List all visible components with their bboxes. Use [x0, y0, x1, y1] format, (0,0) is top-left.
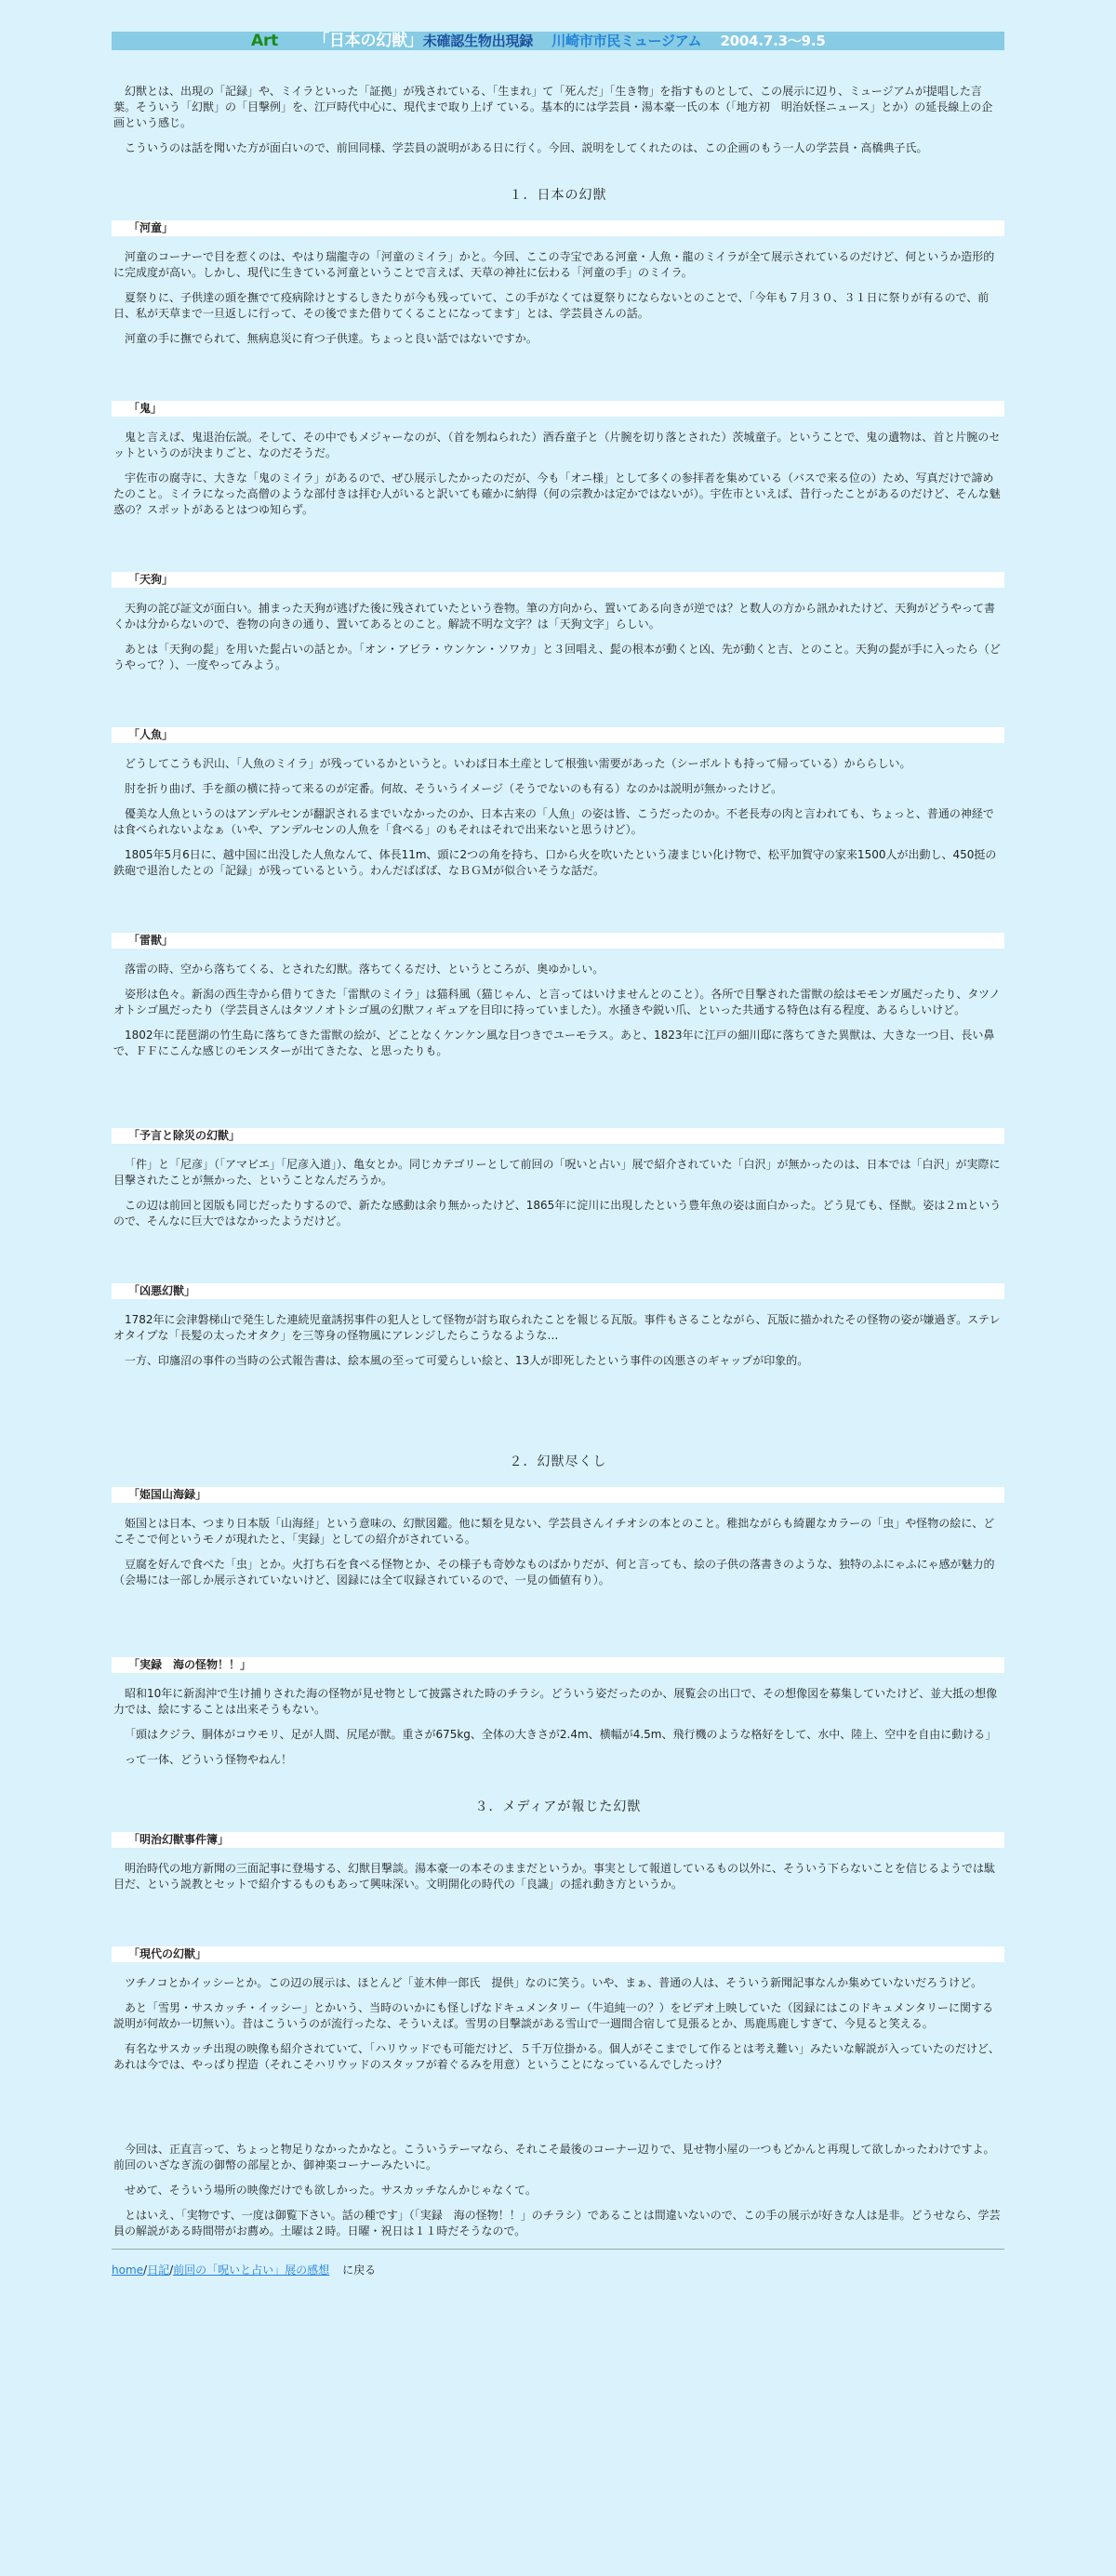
paragraph: 優美な人魚というのはアンデルセンが翻訳されるまでいなかったのか、日本古来の「人魚」の姿は皆、こうだったのか。不老長寿の肉と言われても、ちょっと、普通の神経では食べられないよなぁ（いや、アンデルセンの人魚を「食べる」のもそれはそれで出来ないと思うけど）。	[113, 807, 994, 836]
closing-paragraph: 今回は、正直言って、ちょっと物足りなかったかなと。こういうテーマなら、それこそ最後のコーナー辺りで、見せ物小屋の一つもどかんと再現して欲しかったわけですよ。前回のいざなぎ流の御幣の部屋とか、御神楽コーナーみたいに。	[113, 2143, 995, 2171]
part-heading: ２．幻獣尽くし	[509, 1454, 607, 1469]
paragraph: あとは「天狗の髭」を用いた髭占いの話とか。「オン・アビラ・ウンケン・ソワカ」と３回唱え、髭の根本が動くと凶、先が動くと吉、とのこと。天狗の髭が手に入ったら（どうやって？）、一度やってみよう。	[113, 643, 1001, 671]
section-heading: 「河童」	[112, 220, 1004, 236]
section-kyoaku	[112, 1283, 1004, 1369]
section-heading: 「明治幻獣事件簿」	[112, 1832, 1004, 1848]
paragraph: 河童の手に撫でられて、無病息災に育つ子供達。ちょっと良い話ではないですか。	[125, 332, 538, 345]
paragraph: 有名なサスカッチ出現の映像も紹介されていて、「ハリウッドでも可能だけど、５千万位掛かる。個人がそこまでして作るとは考え難い」みたいな解説が入っていたのだけど、あれは今では、やっぱり捏造（それこそハリウッドのスタッフが着ぐるみを用意）ということになっているんでしたっけ？	[113, 2042, 1000, 2071]
section-heading: 「人魚」	[112, 727, 1004, 743]
closing	[112, 2142, 1004, 2239]
paragraph: 天狗の詫び証文が面白い。捕まった天狗が逃げた後に残されていたという巻物。筆の方向から、置いてある向きが逆では？と数人の方から訊かれたけど、天狗がどうやって書くかは分からないので、巻物の向きの通り、置いてあるとのこと。解読不明な文字？は「天狗文字」らしい。	[113, 602, 996, 631]
paragraph: この辺は前回と図版も同じだったりするので、新たな感動は余り無かったけど、1865年に淀川に出現したという豊年魚の姿は面白かった。どう見ても、怪獣。姿は２ｍというので、そんなに巨大ではなかったようだけど。	[113, 1199, 1002, 1228]
closing-paragraph: とはいえ、「実物です、一度は御覧下さい。話の種です」（「実録 海の怪物！！」のチラシ）であることは間違いないので、この手の展示が好きな人は是非。どうせなら、学芸員の解説がある時間帯がお薦め。土曜は２時。日曜・祝日は１１時だそうなので。	[113, 2209, 1001, 2237]
paragraph: 1805年5月6日に、越中国に出没した人魚なんて、体長11m、頭に2つの角を持ち、口から火を吹いたという凄まじい化け物で、松平加賀守の家来1500人が出動し、450挺の鉄砲で退治したとの「記録」が残っているという。わんだばばば、なＢＧＭが似合いそうな話だ。	[113, 848, 997, 877]
paragraph: 「頭はクジラ、胴体がコウモリ、足が人間、尻尾が獣。重さが675kg、全体の大きさが2.4m、横幅が4.5m、飛行機のような格好をして、水中、陸上、空中を自由に動ける」	[125, 1728, 997, 1741]
section-heading: 「現代の幻獣」	[112, 1946, 1004, 1962]
intro-paragraph: こういうのは話を聞いた方が面白いので、前回同様、学芸員の説明がある日に行く。今回、説明をしてくれたのは、この企画のもう一人の学芸員・高橋典子氏。	[125, 141, 928, 154]
section-heading: 「姫国山海録」	[112, 1487, 1004, 1503]
paragraph: 「件」と「尼彦」（「アマビエ」「尼彦入道」）、亀女とか。同じカテゴリーとして前回の「呪いと占い」展で紹介されていた「白沢」が無かったのは、日本では「白沢」が実際に目撃されたことが無かった、ということなんだろうか。	[113, 1158, 1001, 1187]
paragraph: 河童のコーナーで目を惹くのは、やはり瑞龍寺の「河童のミイラ」かと。今回、ここの寺宝である河童・人魚・龍のミイラが全て展示されているのだけど、何というか造形的に完成度が高い。しかし、現代に生きている河童ということで言えば、天草の神社に伝わる「河童の手」のミイラ。	[113, 250, 995, 279]
banner-subtitle: 未確認生物出現録	[422, 33, 534, 49]
section-oni	[112, 401, 1004, 518]
section-meiji	[112, 1832, 1004, 1892]
home-link[interactable]: home	[112, 2264, 144, 2277]
separator: /	[143, 2264, 148, 2277]
section-heading: 「天狗」	[112, 572, 1004, 588]
banner-museum: 川崎市市民ミュージアム	[551, 33, 702, 49]
banner-date: 2004.7.3〜9.5	[720, 33, 826, 49]
section-raiju	[112, 933, 1004, 1059]
paragraph: 姫国とは日本、つまり日本版「山海経」という意味の、幻獣図鑑。他に類を見ない、学芸員さんイチオシの本とのこと。稚拙ながらも綺麗なカラーの「虫」や怪物の絵に、どこそこで何というモノが現れたと、「実録」としての紹介がされている。	[113, 1517, 995, 1546]
section-heading: 「凶悪幻獣」	[112, 1283, 1004, 1299]
paragraph: 鬼と言えば、鬼退治伝説。そして、その中でもメジャーなのが、（首を刎ねられた）酒呑童子と（片腕を切り落とされた）茨城童子。ということで、鬼の遺物は、首と片腕のセットというのが決まりごと、なのだそうだ。	[113, 431, 1001, 459]
section-gendai	[112, 1946, 1004, 2073]
intro	[112, 84, 1004, 156]
section-yogen	[112, 1128, 1004, 1229]
banner-exhibition-title: 「日本の幻獣」	[313, 32, 423, 50]
separator: /	[169, 2264, 174, 2277]
intro-paragraph: 幻獣とは、出現の「記録」や、ミイラといった「証拠」が残されている、「生まれ」て「死んだ」「生き物」を指すものとして、この展示に辺り、ミュージアムが提唱した言葉。そういう「幻獣」の「目撃例」を、江戸時代中心に、現代まで取り上げ ている。基本的には学芸員・湯本豪一氏の本（「地方初 明治妖怪ニュース」とか）の延長線上の企画という感じ。	[113, 85, 993, 129]
section-kappa	[112, 220, 1004, 347]
previous-review-link[interactable]: 前回の「呪いと占い」展の感想	[173, 2264, 330, 2277]
section-umi-kaibutsu	[112, 1657, 1004, 1768]
section-heading: 「実録 海の怪物！！」	[112, 1657, 1004, 1673]
paragraph: 昭和10年に新潟沖で生け捕りされた海の怪物が見せ物として披露された時のチラシ。どういう姿だったのか、展覧会の出口で、その想像図を募集していたけど、並大抵の想像力では、絵にすることは出来そうもない。	[113, 1687, 998, 1716]
part-heading: １．日本の幻獣	[509, 188, 607, 203]
paragraph: 明治時代の地方新聞の三面記事に登場する、幻獣目撃談。湯本豪一の本そのままだというか。事実として報道しているもの以外に、そういう下らないことを信じるようでは駄目だ、という説教とセットで紹介するものもあって興味深い。文明開化の時代の「良識」の揺れ動き方というか。	[113, 1862, 996, 1891]
paragraph: 1782年に会津磐梯山で発生した連続児童誘拐事件の犯人として怪物が討ち取られたことを報じる瓦版。事件もさることながら、瓦版に描かれたその怪物の姿が嫌過ぎ。ステレオタイプな「長髪の太ったオタク」を三等身の怪物風にアレンジしたらこうなるような…	[113, 1313, 1001, 1342]
paragraph: ツチノコとかイッシーとか。この辺の展示は、ほとんど「並木伸一郎氏 提供」なのに笑う。いや、まぁ、普通の人は、そういう新聞記事なんか集めていないだろうけど。	[125, 1976, 983, 1989]
section-heading: 「雷獣」	[112, 933, 1004, 949]
page	[112, 0, 1004, 2278]
paragraph: あと「雪男・サスカッチ・イッシー」とかいう、当時のいかにも怪しげなドキュメンタリー（牛追純一の？）をビデオ上映していた（図録にはこのドキュメンタリーに関する説明が何故か一切無い）。昔はこういうのが流行ったな、そういえば。雪男の目撃談がある雪山で一週間合宿して見張るとか、馬鹿馬鹿しすぎて、今見ると笑える。	[113, 2001, 993, 2030]
paragraph: 一方、印旛沼の事件の当時の公式報告書は、絵本風の至って可愛らしい絵と、13人が即死したという事件の凶悪さのギャップが印象的。	[125, 1354, 809, 1367]
section-heading: 「予言と除災の幻獣」	[112, 1128, 1004, 1144]
section-kikoku	[112, 1487, 1004, 1588]
part-heading: ３．メディアが報じた幻獣	[474, 1799, 642, 1814]
back-text: に戻る	[342, 2264, 377, 2277]
section-tengu	[112, 572, 1004, 673]
paragraph: 肘を折り曲げ、手を顔の横に持って来るのが定番。何故、そういうイメージ（そうでないのも有る）なのかは説明が無かったけど。	[125, 782, 783, 795]
paragraph: 宇佐市の腐寺に、大きな「鬼のミイラ」があるので、ぜひ展示したかったのだが、今も「オニ様」として多くの参拝者を集めている（バスで来る位の）ため、写真だけで諦めたのこと。ミイラになった高僧のような部付きは拝む人がいると訳いても確かに納得（何の宗教かは定かではないが）。宇佐市といえば、昔行ったことがあるのだけど、そんな魅惑の？スポットがあるとはつゆ知らず。	[113, 471, 1001, 516]
paragraph: 夏祭りに、子供達の頭を撫でて疫病除けとするしきたりが今も残っていて、この手がなくては夏祭りにならないとのことで、「今年も７月３０、３１日に祭りが有るので、前日、私が天草まで一旦返しに行って、その後でまた借りてくることになってます」とは、学芸員さんの話。	[113, 291, 990, 320]
paragraph: 落雷の時、空から落ちてくる、とされた幻獣。落ちてくるだけ、というところが、奥ゆかしい。	[125, 963, 604, 976]
paragraph: 1802年に琵琶湖の竹生島に落ちてきた雷獣の絵が、どことなくケンケン風な目つきでユーモラス。あと、1823年に江戸の細川邸に落ちてきた異獣は、大きな一つ目、長い鼻で、ＦＦにこんな感じのモンスターが出てきたな、と思ったりも。	[113, 1029, 995, 1057]
section-heading: 「鬼」	[112, 401, 1004, 417]
paragraph: って一体、どういう怪物やねん！	[125, 1753, 293, 1766]
closing-paragraph: せめて、そういう場所の映像だけでも欲しかった。サスカッチなんかじゃなくて。	[125, 2184, 537, 2197]
diary-link[interactable]: 日記	[147, 2264, 170, 2277]
paragraph: どうしてこうも沢山、「人魚のミイラ」が残っているかというと。いわば日本土産として根強い需要があった（シーボルトも持って帰っている）かららしい。	[125, 757, 911, 770]
paragraph: 豆腐を好んで食べた「虫」とか。火打ち石を食べる怪物とか、その様子も奇妙なものばかりだが、何と言っても、絵の子供の落書きのような、独特のふにゃふにゃ感が魅力的（会場には一部しか展示されていないけど、図録には全て収録されているので、一見の価値有り）。	[113, 1558, 995, 1587]
section-ningyo	[112, 727, 1004, 879]
title-banner	[112, 32, 1004, 50]
paragraph: 姿形は色々。新潟の西生寺から借りてきた「雷獣のミイラ」は猫科風（猫じゃん、と言ってはいけませんとのこと）。各所で目撃された雷獣の絵はモモンガ風だったり、タツノオトシゴ風だったり（学芸員さんはタツノオトシゴ風の幻獣フィギュアを目印に持っていました）。水掻きや鋭い爪、といった共通する特色は有る程度、あるらしいけど。	[113, 988, 1001, 1016]
footer-nav	[112, 2249, 1004, 2278]
banner-art: Art	[251, 32, 279, 50]
